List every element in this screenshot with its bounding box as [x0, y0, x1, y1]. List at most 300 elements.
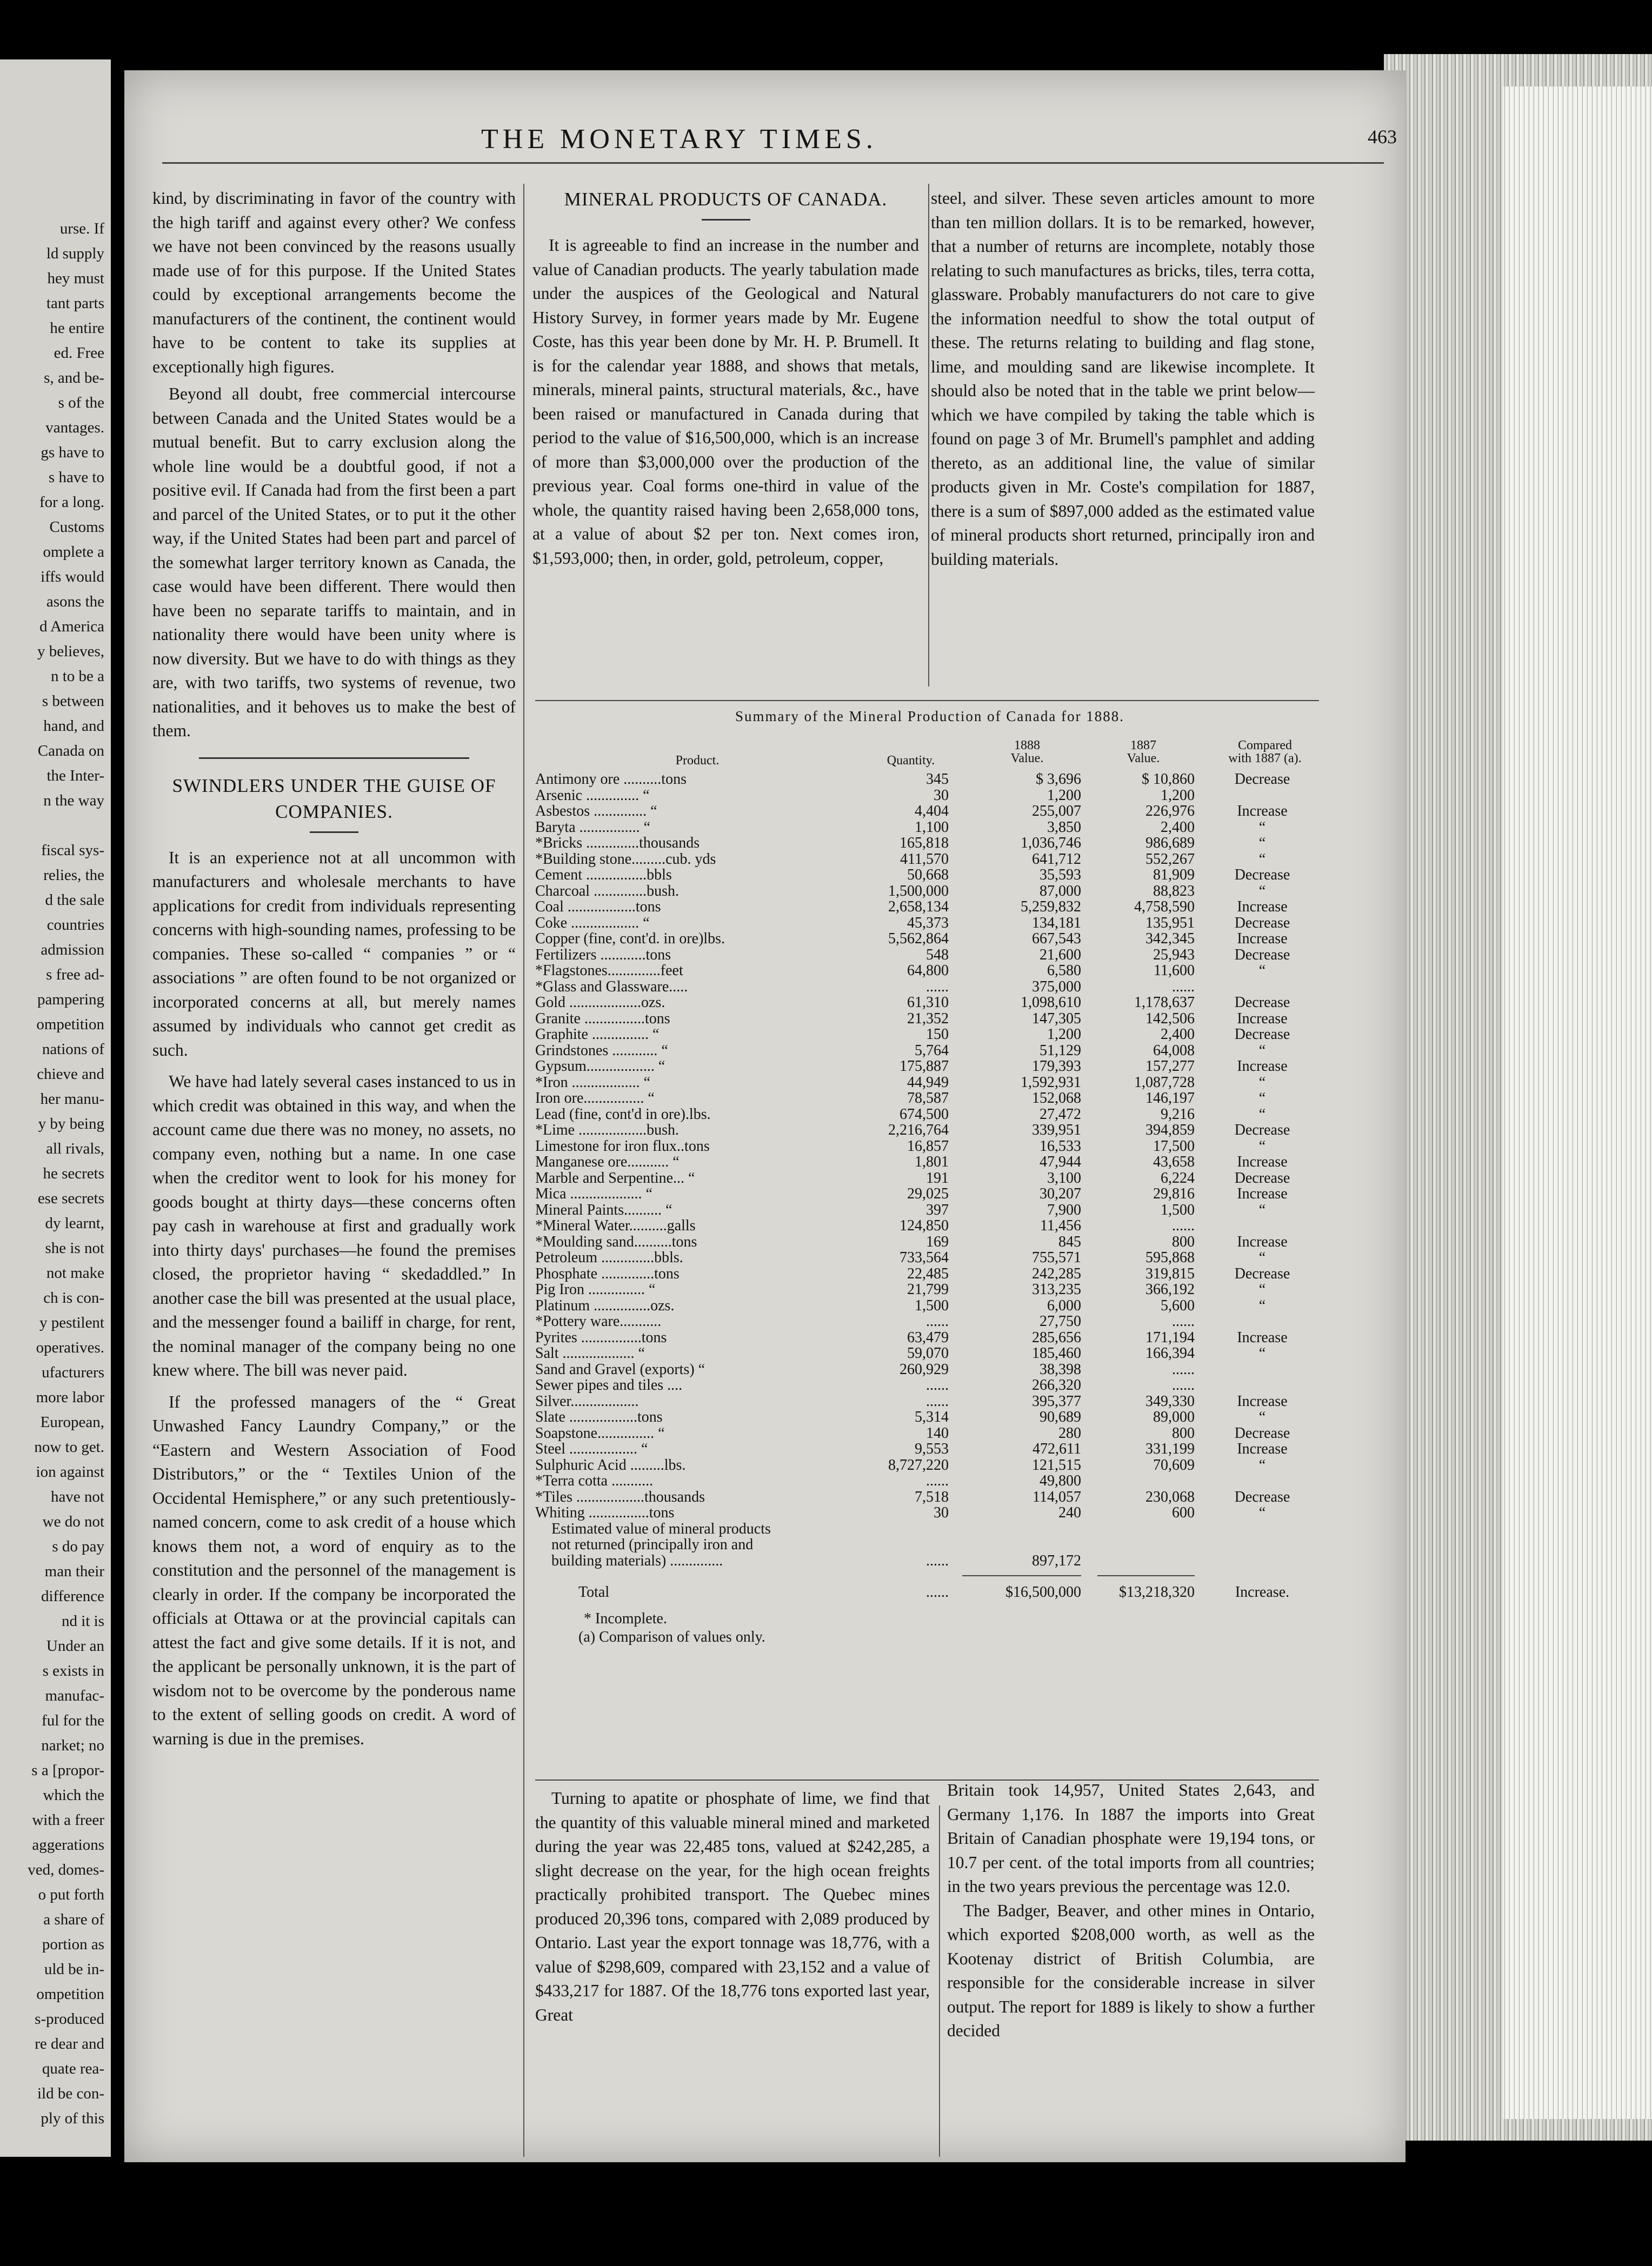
product-cell: *Glass and Glassware.....	[535, 978, 688, 995]
value-1887-cell: 171,194	[1145, 1329, 1195, 1346]
facing-page-fragment: nations of	[42, 1041, 104, 1058]
value-1888-cell: 90,689	[1040, 1409, 1081, 1425]
column-1	[152, 186, 516, 1751]
facing-page-fragment: have not	[50, 1488, 104, 1505]
value-1887-cell: 800	[1172, 1233, 1195, 1250]
table-row	[535, 1425, 1324, 1442]
quantity-cell: 1,500,000	[888, 882, 949, 899]
facing-page-fragment: more labor	[36, 1389, 104, 1406]
value-1887-cell: 230,068	[1145, 1488, 1195, 1505]
compared-cell: Increase	[1237, 803, 1288, 819]
product-cell: Baryta ................ “	[535, 819, 651, 835]
total-label: Total	[578, 1584, 610, 1601]
table-header	[535, 729, 1324, 771]
facing-page-fragment: chieve and	[37, 1065, 104, 1083]
value-1887-cell: 9,216	[1161, 1105, 1195, 1123]
table-row	[535, 1266, 1324, 1282]
quantity-cell: 9,553	[915, 1441, 949, 1457]
facing-page-fragment: s have to	[48, 469, 104, 486]
product-cell: Slate ..................tons	[535, 1409, 663, 1425]
product-cell: Arsenic .............. “	[535, 787, 650, 803]
quantity-cell: 30	[934, 787, 949, 804]
product-cell: Sewer pipes and tiles ....	[535, 1377, 683, 1394]
quantity-cell: ......	[926, 1313, 949, 1330]
compared-cell: “	[1258, 1249, 1266, 1266]
compared-cell: “	[1258, 1042, 1266, 1059]
column-3	[931, 186, 1315, 571]
quantity-cell: 5,314	[915, 1409, 949, 1425]
value-1887-cell: 146,197	[1145, 1090, 1195, 1107]
table-row	[535, 1553, 1324, 1569]
compared-cell: Increase	[1237, 1154, 1288, 1170]
value-1888-cell: 185,460	[1032, 1345, 1081, 1362]
quantity-cell: 674,500	[900, 1105, 949, 1123]
table-row	[535, 1186, 1324, 1202]
facing-page-fragment: d the sale	[45, 891, 104, 909]
compared-cell: Increase	[1237, 1233, 1288, 1250]
value-1888-cell: 121,515	[1032, 1456, 1081, 1474]
table-row	[535, 1107, 1324, 1123]
compared-cell: Increase	[1237, 930, 1288, 947]
quantity-cell: 59,070	[907, 1345, 949, 1362]
quantity-cell: ......	[926, 978, 949, 995]
header-rule	[162, 162, 1384, 164]
table-row	[535, 1521, 1324, 1537]
table-top-rule	[535, 700, 1319, 701]
product-cell: Granite ................tons	[535, 1010, 670, 1027]
value-1888-cell: 1,592,931	[1021, 1074, 1081, 1091]
value-1887-cell: 331,199	[1145, 1441, 1195, 1457]
facing-page-fragment: she is not	[45, 1239, 104, 1257]
table-row	[535, 835, 1324, 851]
value-1888-cell: 5,259,832	[1021, 898, 1081, 915]
table-row	[535, 1282, 1324, 1298]
table-row	[535, 788, 1324, 804]
facing-page-fragment: operatives.	[36, 1339, 104, 1356]
divider-rule	[199, 757, 469, 759]
facing-page-fragment: pampering	[37, 991, 104, 1008]
facing-page-fragment: d America	[39, 618, 104, 635]
value-1888-cell: 472,611	[1032, 1441, 1081, 1457]
product-cell: *Flagstones..............feet	[535, 963, 683, 979]
value-1888-cell: 3,850	[1047, 818, 1081, 836]
note-comparison: (a) Comparison of values only.	[578, 1629, 765, 1645]
quantity-cell: 397	[926, 1201, 949, 1218]
value-1888-cell: 6,000	[1047, 1297, 1081, 1314]
product-cell: Pig Iron ............... “	[535, 1282, 656, 1298]
value-1887-cell: 25,943	[1153, 946, 1195, 963]
compared-cell: “	[1258, 1137, 1266, 1155]
facing-page-fragment: he secrets	[43, 1165, 104, 1182]
value-1887-cell: 5,600	[1161, 1297, 1195, 1314]
value-1887-cell: 1,178,637	[1134, 994, 1195, 1011]
quantity-cell: 22,485	[907, 1265, 949, 1282]
product-cell: Charcoal ..............bush.	[535, 883, 679, 899]
compared-cell: “	[1258, 882, 1266, 899]
quantity-cell: 733,564	[900, 1249, 949, 1266]
product-cell: *Iron .................. “	[535, 1074, 651, 1090]
value-1888-cell: 49,800	[1040, 1472, 1081, 1489]
facing-page-fragment: n to be a	[50, 668, 104, 685]
page-header	[130, 123, 1400, 156]
quantity-cell: 45,373	[907, 914, 949, 931]
masthead-title: THE MONETARY TIMES.	[481, 124, 877, 155]
table-row	[535, 1457, 1324, 1474]
product-cell: Platinum ...............ozs.	[535, 1297, 675, 1314]
quantity-cell: 191	[926, 1169, 949, 1187]
facing-page-fragment: hey must	[47, 270, 104, 287]
value-1887-cell: 89,000	[1153, 1409, 1195, 1425]
compared-cell: “	[1258, 1297, 1266, 1314]
value-1887-cell: 366,192	[1145, 1281, 1195, 1298]
compared-cell: “	[1258, 1409, 1266, 1425]
table-row	[535, 819, 1324, 836]
facing-page-fragment: dy learnt,	[45, 1215, 104, 1232]
product-cell: Iron ore................ “	[535, 1090, 655, 1107]
compared-cell: Increase	[1237, 898, 1288, 915]
value-1887-cell: 552,267	[1145, 850, 1195, 868]
value-1887-cell: $ 10,860	[1142, 771, 1195, 788]
table-row	[535, 803, 1324, 819]
facing-page-fragment: s do pay	[52, 1538, 104, 1555]
compared-cell: “	[1258, 1281, 1266, 1298]
table-row	[535, 1345, 1324, 1362]
facing-page-fragment: admission	[41, 941, 104, 958]
product-cell: not returned (principally iron and	[551, 1537, 754, 1553]
table-row	[535, 931, 1324, 947]
facing-page-fragment: y pestilent	[39, 1314, 104, 1331]
table-row	[535, 1298, 1324, 1314]
column-2-bottom	[535, 1787, 930, 2027]
product-cell: Whiting ................tons	[535, 1505, 675, 1521]
facing-page-fragment: not make	[46, 1264, 104, 1282]
value-1888-cell: 641,712	[1032, 850, 1081, 868]
value-1888-cell: 7,900	[1047, 1201, 1081, 1218]
value-1888-cell: 179,393	[1032, 1058, 1081, 1075]
value-1887-cell: 595,868	[1145, 1249, 1195, 1266]
column-rule-3	[939, 1805, 940, 2157]
article-heading: SWINDLERS UNDER THE GUISE OF COMPANIES.	[172, 775, 496, 822]
compared-cell: Increase	[1237, 1058, 1288, 1075]
article-paragraph: Beyond all doubt, free commercial intercourse between Canada and the United States would be a mutual benefit. But to carry exclusion along the whole line would be a doubtful good, if not a positive evil. If Canada had from the first been a part and parcel of the United States, or to put it the other way, if the United States had been part and parcel of the somewhat larger territory known as Canada, the case would have been different. There would then have been no separate tariffs to maintain, and in nationality there would have been unity where is now diversity. But we have to do with things as they are, with two tariffs, two systems of revenue, two nationalities, and it behoves us to make the best of them.	[152, 384, 516, 740]
facing-page-fragment: ed. Free	[54, 344, 104, 362]
quantity-cell: 29,025	[907, 1185, 949, 1202]
facing-page-fragment: European,	[40, 1414, 104, 1431]
facing-page-fragment: ompetition	[36, 1016, 104, 1033]
product-cell: Estimated value of mineral products	[551, 1521, 771, 1537]
quantity-cell: 63,479	[907, 1329, 949, 1346]
facing-page-fragment: man their	[44, 1563, 104, 1580]
facing-page-fragment: fiscal sys-	[41, 842, 104, 859]
value-1887-cell: 319,815	[1145, 1265, 1195, 1282]
product-cell: building materials) ..............	[551, 1552, 723, 1569]
product-cell: Coke .................. “	[535, 915, 650, 931]
facing-page-fragment: iffs would	[41, 568, 104, 585]
product-cell: Asbestos .............. “	[535, 803, 657, 819]
facing-page-fragment: asons the	[46, 593, 104, 610]
table-row	[535, 1011, 1324, 1027]
value-1887-cell: 2,400	[1161, 1026, 1195, 1043]
page-edges-inner	[1503, 86, 1652, 2119]
col-header-product: Product.	[675, 754, 720, 768]
value-1887-cell: 29,816	[1153, 1185, 1195, 1202]
quantity-cell: 140	[926, 1424, 949, 1442]
quantity-cell: 165,818	[900, 835, 949, 851]
value-1888-cell: $ 3,696	[1036, 771, 1081, 788]
facing-page-fragment: s exists in	[42, 1662, 104, 1679]
product-cell: Salt ................... “	[535, 1345, 645, 1362]
quantity-cell: 21,799	[907, 1281, 949, 1298]
facing-page-fragment: relies, the	[43, 867, 104, 884]
facing-page-fragment: difference	[41, 1588, 104, 1605]
table-row	[535, 1043, 1324, 1059]
facing-page-fragment: s-produced	[35, 2010, 104, 2028]
value-1888-cell: 280	[1058, 1424, 1081, 1442]
product-cell: Silver..................	[535, 1393, 639, 1409]
quantity-cell: 21,352	[907, 1010, 949, 1027]
value-1887-cell: 43,658	[1153, 1154, 1195, 1170]
product-cell: *Pottery ware...........	[535, 1314, 662, 1330]
product-cell: Antimony ore ..........tons	[535, 771, 687, 788]
product-cell: *Terra cotta ...........	[535, 1473, 654, 1489]
value-1887-cell: 166,394	[1145, 1345, 1195, 1362]
value-1887-cell: 600	[1172, 1504, 1195, 1521]
value-1888-cell: 11,456	[1040, 1217, 1081, 1234]
facing-page-fragment: ild be con-	[37, 2085, 104, 2102]
value-1888-cell: 114,057	[1032, 1488, 1081, 1505]
table-row	[535, 899, 1324, 915]
table-row	[535, 947, 1324, 963]
facing-page-fragment: Canada on	[37, 742, 104, 759]
table-body	[535, 771, 1324, 1569]
note-incomplete: * Incomplete.	[584, 1610, 667, 1627]
compared-cell: “	[1258, 1345, 1266, 1362]
article-heading: MINERAL PRODUCTS OF CANADA.	[564, 189, 888, 210]
value-1887-cell: 4,758,590	[1134, 898, 1195, 915]
product-cell: *Building stone.........cub. yds	[535, 851, 716, 867]
compared-cell: “	[1258, 1456, 1266, 1474]
compared-cell: Decrease	[1234, 1026, 1290, 1043]
value-1887-cell: 800	[1172, 1424, 1195, 1442]
quantity-cell: 411,570	[900, 850, 949, 868]
value-1888-cell: 27,472	[1040, 1105, 1081, 1123]
table-row	[535, 1090, 1324, 1107]
table-row	[535, 915, 1324, 931]
compared-cell: “	[1258, 1090, 1266, 1107]
facing-page-fragment: re dear and	[35, 2035, 104, 2052]
facing-page-fragment: quate rea-	[42, 2060, 104, 2077]
quantity-cell: 78,587	[907, 1090, 949, 1107]
product-cell: Mica ................... “	[535, 1186, 652, 1202]
facing-page-fragment: Customs	[49, 518, 104, 536]
quantity-cell: ......	[926, 1552, 949, 1569]
facing-page-fragment: portion as	[42, 1936, 104, 1953]
table-row	[535, 1218, 1324, 1234]
value-1887-cell: 81,909	[1153, 867, 1195, 883]
table-row	[535, 1505, 1324, 1521]
facing-page-fragment: ld supply	[46, 245, 104, 262]
facing-page-fragment: aggerations	[32, 1836, 104, 1854]
compared-cell: Decrease	[1234, 1265, 1290, 1282]
facing-page-fragment: gs have to	[41, 444, 104, 461]
article-paragraph: Britain took 14,957, United States 2,643, and Germany 1,176. In 1887 the imports into Great Britain of Canadian phosphate were 19,194 tons, or 10.7 per cent. of the total imports from all countries; in the two years previous the percentage was 12.0.	[947, 1781, 1315, 1896]
quantity-cell: 2,216,764	[888, 1122, 949, 1138]
facing-page	[0, 59, 111, 2157]
value-1888-cell: 3,100	[1047, 1169, 1081, 1187]
compared-cell: Decrease	[1234, 946, 1290, 963]
value-1887-cell: 6,224	[1161, 1169, 1195, 1187]
quantity-cell: 260,929	[900, 1361, 949, 1378]
facing-page-fragment: for a long.	[39, 494, 104, 511]
value-1888-cell: 147,305	[1032, 1010, 1081, 1027]
compared-cell: Decrease	[1234, 1488, 1290, 1505]
col-header-1888-year: 1888	[1014, 738, 1040, 752]
facing-page-fragment: hand, and	[43, 717, 104, 735]
facing-page-fragment: with a freer	[32, 1811, 104, 1829]
value-1888-cell: 16,533	[1040, 1137, 1081, 1155]
heading-rule	[310, 831, 358, 833]
column-rule-1	[523, 184, 524, 2157]
facing-page-fragment: s between	[42, 692, 104, 710]
value-1888-cell: 1,200	[1047, 787, 1081, 804]
product-cell: Gold ...................ozs.	[535, 995, 665, 1011]
quantity-cell: 175,887	[900, 1058, 949, 1075]
column-3-bottom	[947, 1778, 1315, 2043]
value-1887-cell: 342,345	[1145, 930, 1195, 947]
facing-page-fragment: ful for the	[42, 1712, 104, 1729]
quantity-cell: 1,500	[915, 1297, 949, 1314]
value-1888-cell: 1,098,610	[1021, 994, 1081, 1011]
quantity-cell: 4,404	[915, 803, 949, 819]
table-row	[535, 851, 1324, 868]
value-1887-cell: ......	[1172, 1377, 1195, 1394]
total-compared: Increase.	[1235, 1584, 1290, 1601]
compared-cell: Increase	[1237, 1329, 1288, 1346]
quantity-cell: 1,100	[915, 818, 949, 836]
quantity-cell: 44,949	[907, 1074, 949, 1091]
facing-page-fragment: ply of this	[41, 2110, 104, 2127]
value-1887-cell: 349,330	[1145, 1392, 1195, 1410]
facing-page-fragment: ompetition	[36, 1985, 104, 2003]
quantity-cell: 150	[926, 1026, 949, 1043]
col-header-1887: Value.	[1127, 751, 1160, 765]
value-1887-cell: ......	[1172, 1217, 1195, 1234]
value-1887-cell: ......	[1172, 1361, 1195, 1378]
value-1888-cell: 339,951	[1032, 1122, 1081, 1138]
compared-cell: “	[1258, 850, 1266, 868]
product-cell: Copper (fine, cont'd. in ore)lbs.	[535, 931, 725, 947]
total-1887: $13,218,320	[1119, 1584, 1195, 1601]
facing-page-fragment: the Inter-	[46, 767, 104, 784]
compared-cell: Increase	[1237, 1010, 1288, 1027]
facing-page-fragment: narket; no	[41, 1737, 104, 1754]
total-rule-1888	[962, 1575, 1081, 1576]
facing-page-fragment: now to get.	[34, 1438, 104, 1456]
facing-page-fragment: a share of	[43, 1911, 104, 1928]
compared-cell: Decrease	[1234, 1122, 1290, 1138]
table-row	[535, 771, 1324, 788]
value-1888-cell: 51,129	[1040, 1042, 1081, 1059]
product-cell: *Bricks ..............thousands	[535, 835, 700, 851]
compared-cell: “	[1258, 818, 1266, 836]
value-1887-cell: 1,087,728	[1134, 1074, 1195, 1091]
quantity-cell: ......	[926, 1392, 949, 1410]
total-rule-row	[535, 1569, 1324, 1583]
value-1887-cell: 394,859	[1145, 1122, 1195, 1138]
value-1888-cell: 35,593	[1040, 867, 1081, 883]
article-paragraph: If the professed managers of the “ Great Unwashed Fancy Laundry Company,” or the “Eastern and Western Association of Food Distributors,” or the “ Textiles Union of the Occidental Hemisphere,” or any such pretentiously-named concern, come to ask credit of a house which knows them not, a word of enquiry as to the constitution and the personnel of the management is clearly in order. If the company be incorporated the officials at Ottawa or at the provincial capitals can attest the fact and give some details. If it is not, and the applicant be personally unknown, it is the part of wisdom not to be overcome by the ponderous name to the extent of selling goods on credit. A word of warning is due in the premises.	[152, 1392, 516, 1748]
quantity-cell: ......	[926, 1377, 949, 1394]
facing-page-fragment: ese secrets	[37, 1190, 104, 1207]
value-1888-cell: 667,543	[1032, 930, 1081, 947]
value-1888-cell: 152,068	[1032, 1090, 1081, 1107]
product-cell: Graphite ............... “	[535, 1027, 660, 1043]
facing-page-fragment: n the way	[43, 792, 104, 809]
product-cell: *Tiles ..................thousands	[535, 1489, 705, 1505]
total-qty: ......	[926, 1584, 949, 1601]
quantity-cell: 1,801	[915, 1154, 949, 1170]
value-1887-cell: 70,609	[1153, 1456, 1195, 1474]
product-cell: Soapstone............... “	[535, 1425, 665, 1441]
facing-page-fragment: which the	[43, 1787, 104, 1804]
product-cell: Lead (fine, cont'd in ore).lbs.	[535, 1106, 711, 1122]
quantity-cell: 16,857	[907, 1137, 949, 1155]
table-row	[535, 1441, 1324, 1457]
table-row	[535, 979, 1324, 995]
compared-cell: “	[1258, 1105, 1266, 1123]
facing-page-fragment: we do not	[42, 1513, 104, 1530]
product-cell: Manganese ore........... “	[535, 1154, 680, 1170]
facing-page-fragment	[0, 813, 104, 838]
table-row	[535, 1138, 1324, 1155]
facing-page-fragment: s, and be-	[44, 369, 104, 386]
value-1887-cell: 142,506	[1145, 1010, 1195, 1027]
table-row	[535, 1330, 1324, 1346]
total-rule-1887	[1097, 1575, 1195, 1576]
value-1887-cell: 226,976	[1145, 803, 1195, 819]
value-1888-cell: 755,571	[1032, 1249, 1081, 1266]
col-header-1888: Value.	[1010, 751, 1044, 765]
facing-page-fragment: all rivals,	[46, 1140, 104, 1157]
product-cell: Limestone for iron flux..tons	[535, 1138, 710, 1154]
value-1887-cell: 17,500	[1153, 1137, 1195, 1155]
table-row	[535, 1473, 1324, 1489]
quantity-cell: 5,764	[915, 1042, 949, 1059]
quantity-cell: 548	[926, 946, 949, 963]
compared-cell: “	[1258, 1074, 1266, 1091]
table-row	[535, 867, 1324, 883]
facing-page-fragment: nd it is	[62, 1612, 104, 1630]
quantity-cell: 5,562,864	[888, 930, 949, 947]
quantity-cell: ......	[926, 1472, 949, 1489]
quantity-cell: 345	[926, 771, 949, 788]
table-row	[535, 1377, 1324, 1394]
quantity-cell: 7,518	[915, 1488, 949, 1505]
value-1887-cell: ......	[1172, 1313, 1195, 1330]
value-1888-cell: 845	[1058, 1233, 1081, 1250]
table-row	[535, 1250, 1324, 1266]
value-1887-cell: 135,951	[1145, 914, 1195, 931]
value-1888-cell: 266,320	[1032, 1377, 1081, 1394]
total-row	[535, 1583, 1324, 1602]
facing-page-fragment: tant parts	[46, 295, 104, 312]
facing-page-fragment: o put forth	[38, 1886, 104, 1903]
facing-page-fragment: ufacturers	[42, 1364, 104, 1381]
heading-rule	[702, 219, 750, 221]
facing-page-fragment: s of the	[58, 394, 104, 411]
facing-page-fragment: urse. If	[59, 220, 104, 237]
product-cell: Sand and Gravel (exports) “	[535, 1361, 705, 1377]
